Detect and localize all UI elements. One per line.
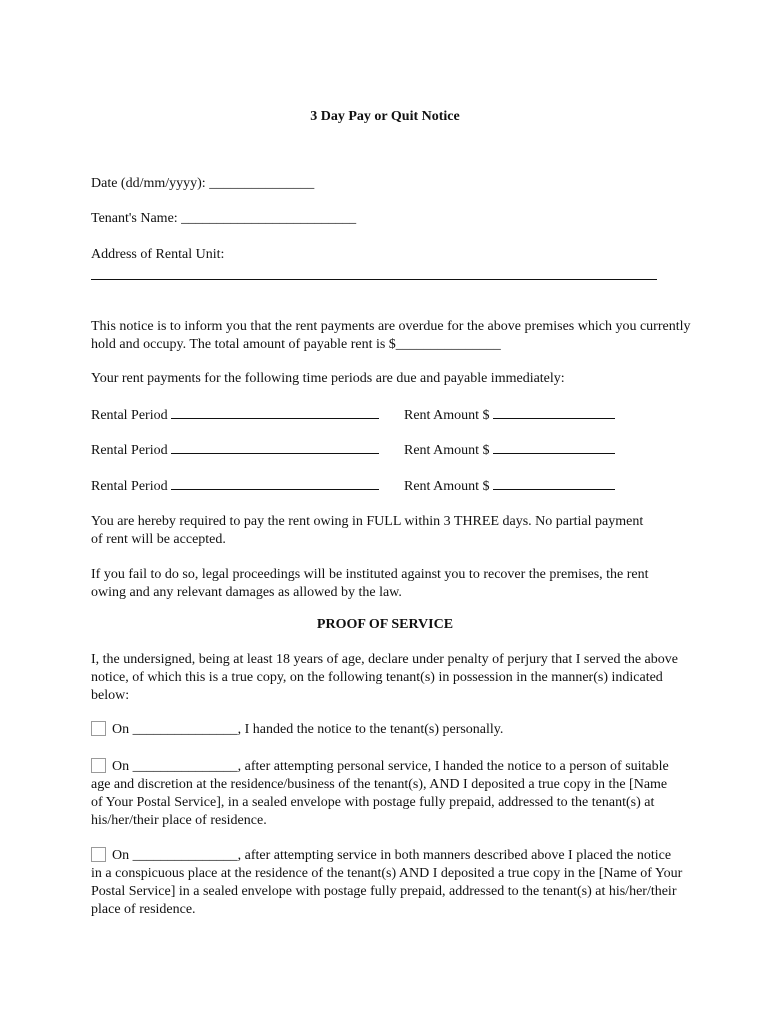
address-field-line[interactable] xyxy=(91,279,657,280)
service-option-3 xyxy=(91,847,683,919)
rent-amount-field[interactable] xyxy=(493,477,615,490)
rental-period-row-1 xyxy=(91,406,379,424)
rent-amount-field[interactable] xyxy=(493,441,615,454)
rent-amount-row-2 xyxy=(404,441,615,459)
service-option-text: On _______________, after attempting personal service, I handed the notice to a person of suitable age and discretion at the residence/business of the tenant(s), AND I deposited a true copy in the [Name of Your Postal Service], in a sealed envelope with postage fully prepaid, addressed to the tenant(s) at his/her/their place of residence. xyxy=(91,759,669,828)
legal-proceedings-paragraph: If you fail to do so, legal proceedings will be instituted against you to recover the premises, the rent owing and any relevant damages as allowed by the law. xyxy=(91,567,649,600)
date-field[interactable]: Date (dd/mm/yyyy): _______________ xyxy=(91,176,315,191)
rent-amount-field[interactable] xyxy=(493,406,615,419)
checkbox[interactable] xyxy=(91,758,106,773)
rental-period-row-2 xyxy=(91,441,379,459)
checkbox[interactable] xyxy=(91,847,106,862)
rental-period-field[interactable] xyxy=(171,477,379,490)
rent-amount-row-3 xyxy=(404,477,615,495)
rent-amount-label: Rent Amount $ xyxy=(404,479,490,494)
checkbox[interactable] xyxy=(91,721,106,736)
notice-paragraph: This notice is to inform you that the rent payments are overdue for the above premises which you currently hold and occupy. The total amount of payable rent is $_______________ xyxy=(91,319,691,352)
rent-amount-label: Rent Amount $ xyxy=(404,408,490,423)
service-option-text: On _______________, I handed the notice to the tenant(s) personally. xyxy=(112,722,504,737)
due-periods-paragraph: Your rent payments for the following time periods are due and payable immediately: xyxy=(91,371,565,386)
rental-period-field[interactable] xyxy=(171,441,379,454)
tenant-name-field[interactable]: Tenant's Name: _________________________ xyxy=(91,211,357,226)
service-option-1 xyxy=(91,721,691,739)
rental-period-label: Rental Period xyxy=(91,408,168,423)
rental-period-field[interactable] xyxy=(171,406,379,419)
rental-period-row-3 xyxy=(91,477,379,495)
payment-requirement-paragraph: You are hereby required to pay the rent owing in FULL within 3 THREE days. No partial payment of rent will be accepted. xyxy=(91,514,644,547)
service-option-2 xyxy=(91,758,681,830)
page-title: 3 Day Pay or Quit Notice xyxy=(310,109,460,124)
proof-of-service-heading: PROOF OF SERVICE xyxy=(316,617,454,632)
rent-amount-label: Rent Amount $ xyxy=(404,443,490,458)
rental-period-label: Rental Period xyxy=(91,479,168,494)
rent-amount-row-1 xyxy=(404,406,615,424)
service-option-text: On _______________, after attempting service in both manners described above I placed the notice in a conspicuous place at the residence of the tenant(s) AND I deposited a true copy in the [Name of Your Postal Service] in a sealed envelope with postage fully prepaid, addressed to the tenant(s) at his/her/their place of residence. xyxy=(91,848,683,917)
address-label: Address of Rental Unit: xyxy=(91,247,225,262)
proof-intro-paragraph: I, the undersigned, being at least 18 years of age, declare under penalty of perjury that I served the above notice, of which this is a true copy, on the following tenant(s) in possession in the manner(s) indicated below: xyxy=(91,652,678,703)
rental-period-label: Rental Period xyxy=(91,443,168,458)
